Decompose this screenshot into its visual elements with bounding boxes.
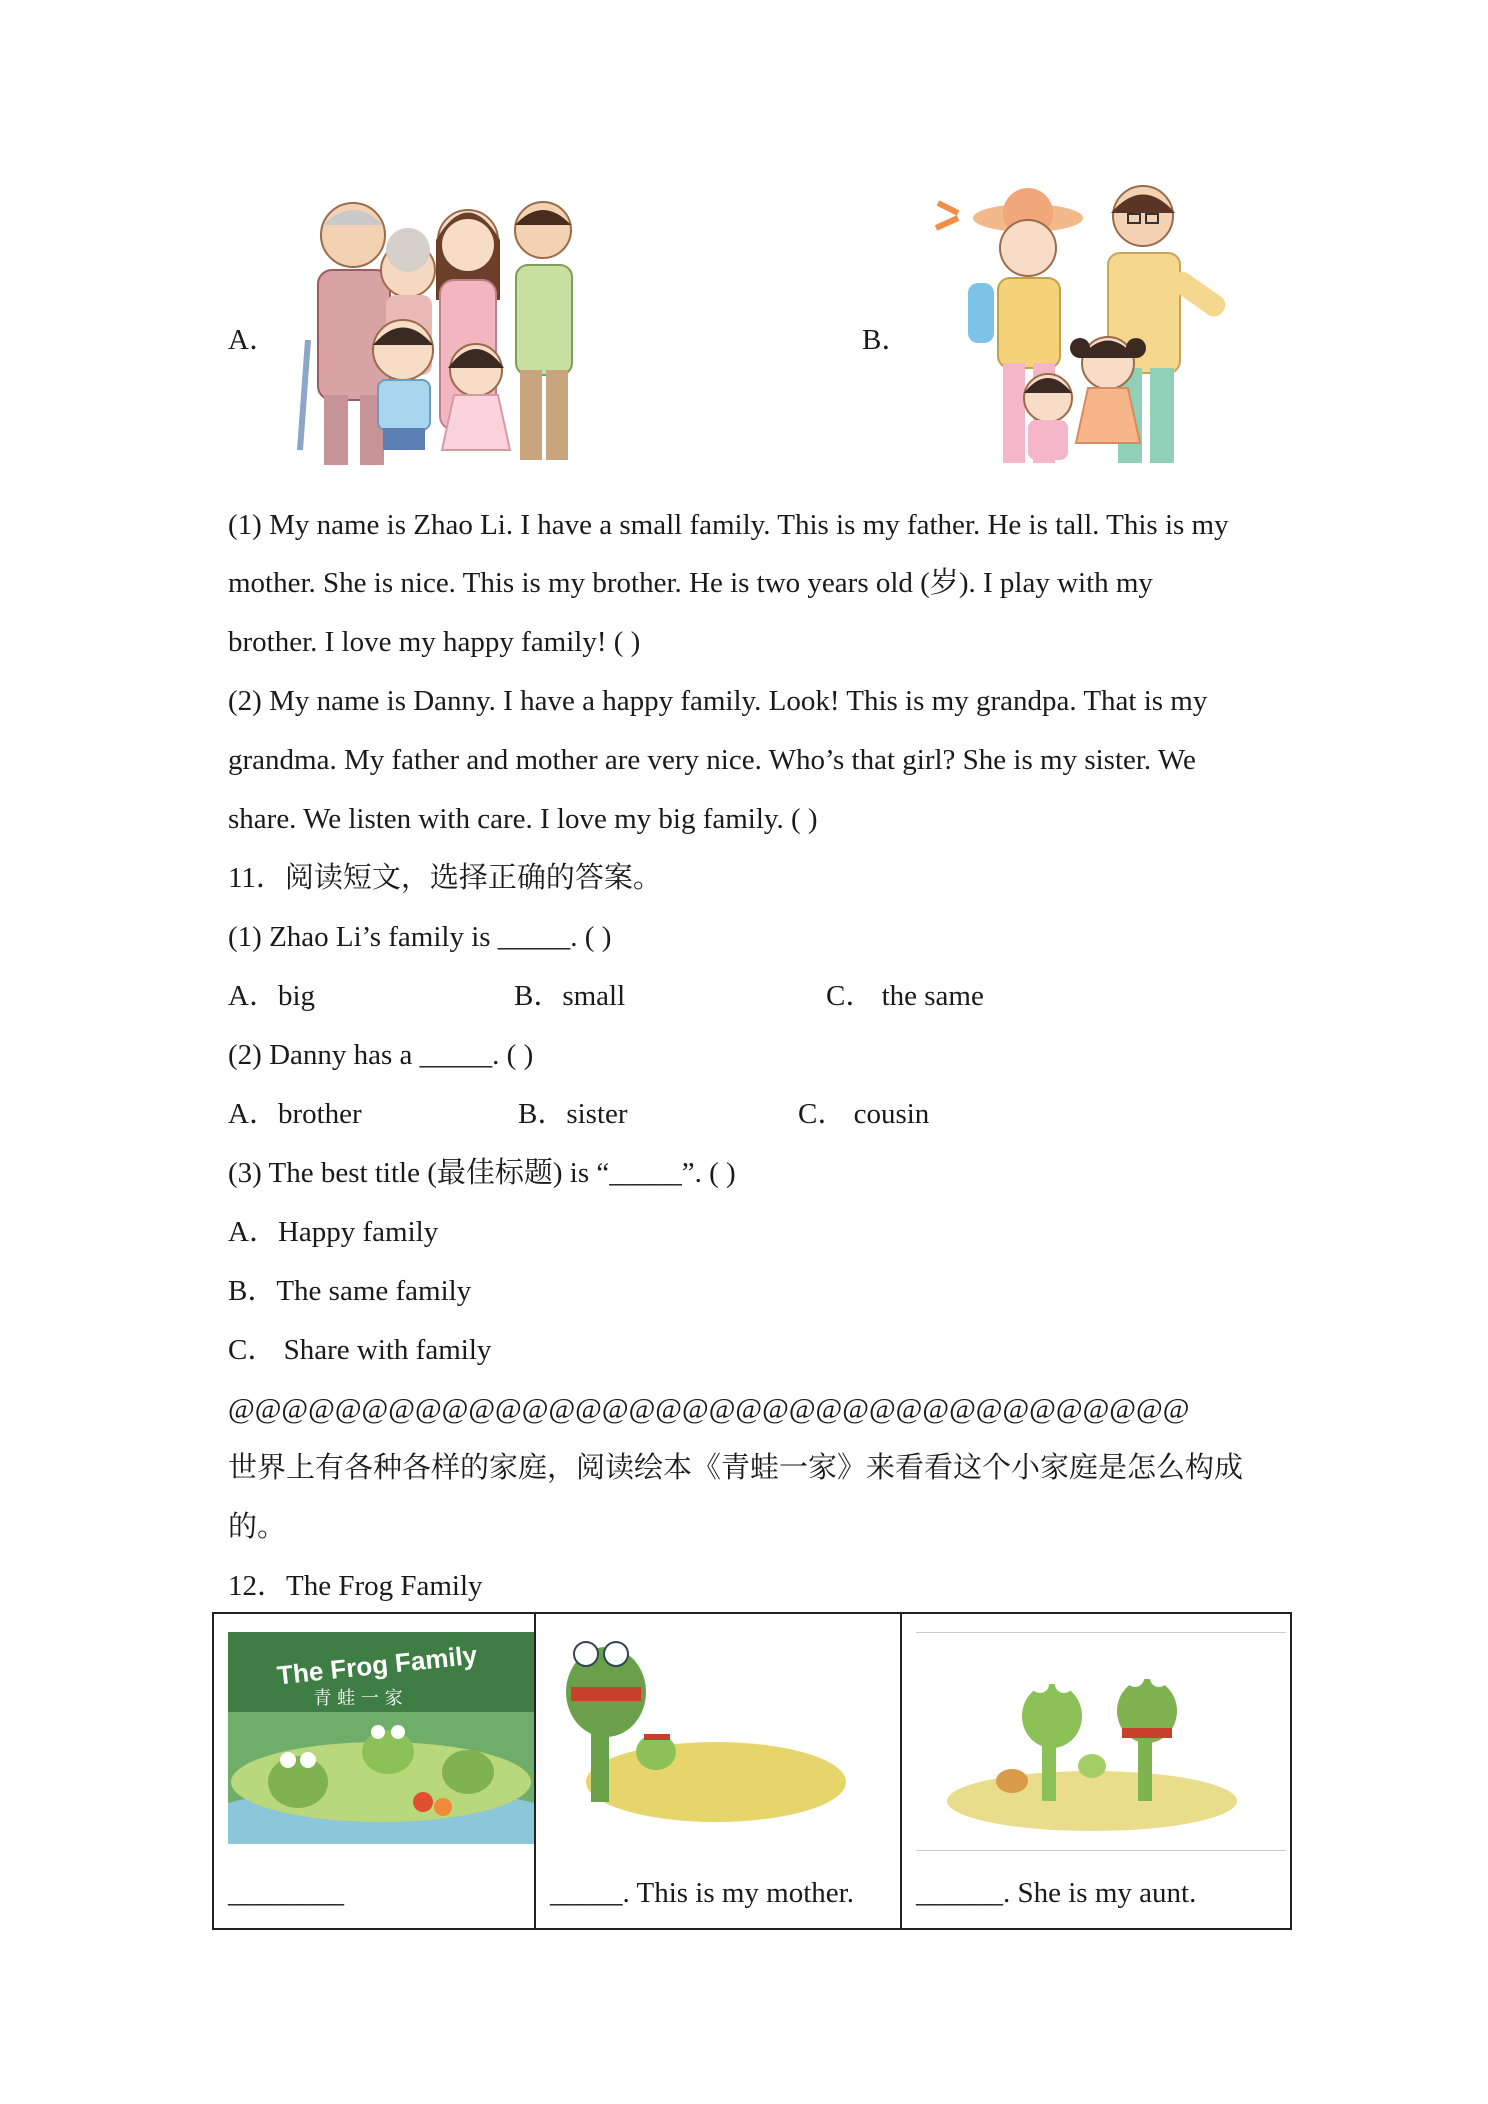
question-12-title: 12．The Frog Family	[228, 1570, 483, 1602]
q11-2-option-b: B．sister	[518, 1098, 628, 1130]
q11-2-option-c: C． cousin	[798, 1098, 930, 1130]
q11-1-option-a: A．big	[228, 980, 316, 1012]
intro-line-1: 世界上有各种各样的家庭，阅读绘本《青蛙一家》来看看这个小家庭是怎么构成	[228, 1452, 1244, 1484]
passage-1-line-1: (1) My name is Zhao Li. I have a small family. This is my father. He is tall. This is my	[228, 509, 1229, 541]
passage-2-line-3: share. We listen with care. I love my big family. ( )	[228, 803, 818, 835]
question-11-title: 11．阅读短文，选择正确的答案。	[228, 862, 662, 894]
image-bottom-rule	[916, 1850, 1286, 1851]
family-picture-a	[288, 190, 598, 480]
image-top-rule	[916, 1632, 1286, 1633]
intro-line-2: 的。	[228, 1511, 287, 1543]
father-figure	[515, 202, 572, 460]
option-a-label: A．	[228, 324, 278, 356]
at-sign-divider: @@@@@@@@@@@@@@@@@@@@@@@@@@@@@@@@@@@@	[228, 1393, 1190, 1425]
q11-1-option-c: C． the same	[826, 980, 984, 1012]
frog-family-table	[212, 1612, 1292, 1930]
option-b-label: B．	[862, 324, 911, 356]
question-11-2: (2) Danny has a _____. ( )	[228, 1039, 534, 1071]
question-11-3: (3) The best title (最佳标题) is “_____”. ( )	[228, 1157, 736, 1189]
q11-3-option-c: C． Share with family	[228, 1334, 492, 1366]
question-11-1: (1) Zhao Li’s family is _____. ( )	[228, 921, 612, 953]
q11-1-option-b: B．small	[514, 980, 626, 1012]
passage-2-line-2: grandma. My father and mother are very nice. Who’s that girl? She is my sister. We	[228, 744, 1196, 776]
family-picture-b	[928, 178, 1258, 488]
cover-chinese-text: 青 蛙 一 家	[313, 1688, 403, 1709]
passage-1-line-2: mother. She is nice. This is my brother. He is two years old (岁). I play with my	[228, 567, 1153, 599]
boy-figure	[1024, 374, 1072, 460]
cover-title-text: The Frog Family	[275, 1639, 479, 1691]
caption-2: _____. This is my mother.	[550, 1877, 854, 1909]
frog-cell-1	[213, 1613, 535, 1929]
q11-3-option-a: A．Happy family	[228, 1216, 439, 1248]
frog-cover-image	[228, 1632, 534, 1844]
q11-3-option-b: B．The same family	[228, 1275, 472, 1307]
frog-mother-image	[546, 1632, 846, 1832]
q11-2-option-a: A．brother	[228, 1098, 362, 1130]
frog-cell-2	[535, 1613, 901, 1929]
passage-2-line-1: (2) My name is Danny. I have a happy family. Look! This is my grandpa. That is my	[228, 685, 1208, 717]
caption-1: ________	[228, 1877, 344, 1909]
passage-1-line-3: brother. I love my happy family! ( )	[228, 626, 641, 658]
frog-cell-3	[901, 1613, 1291, 1929]
frog-aunt-image	[942, 1636, 1242, 1836]
caption-3: ______. She is my aunt.	[916, 1877, 1197, 1909]
